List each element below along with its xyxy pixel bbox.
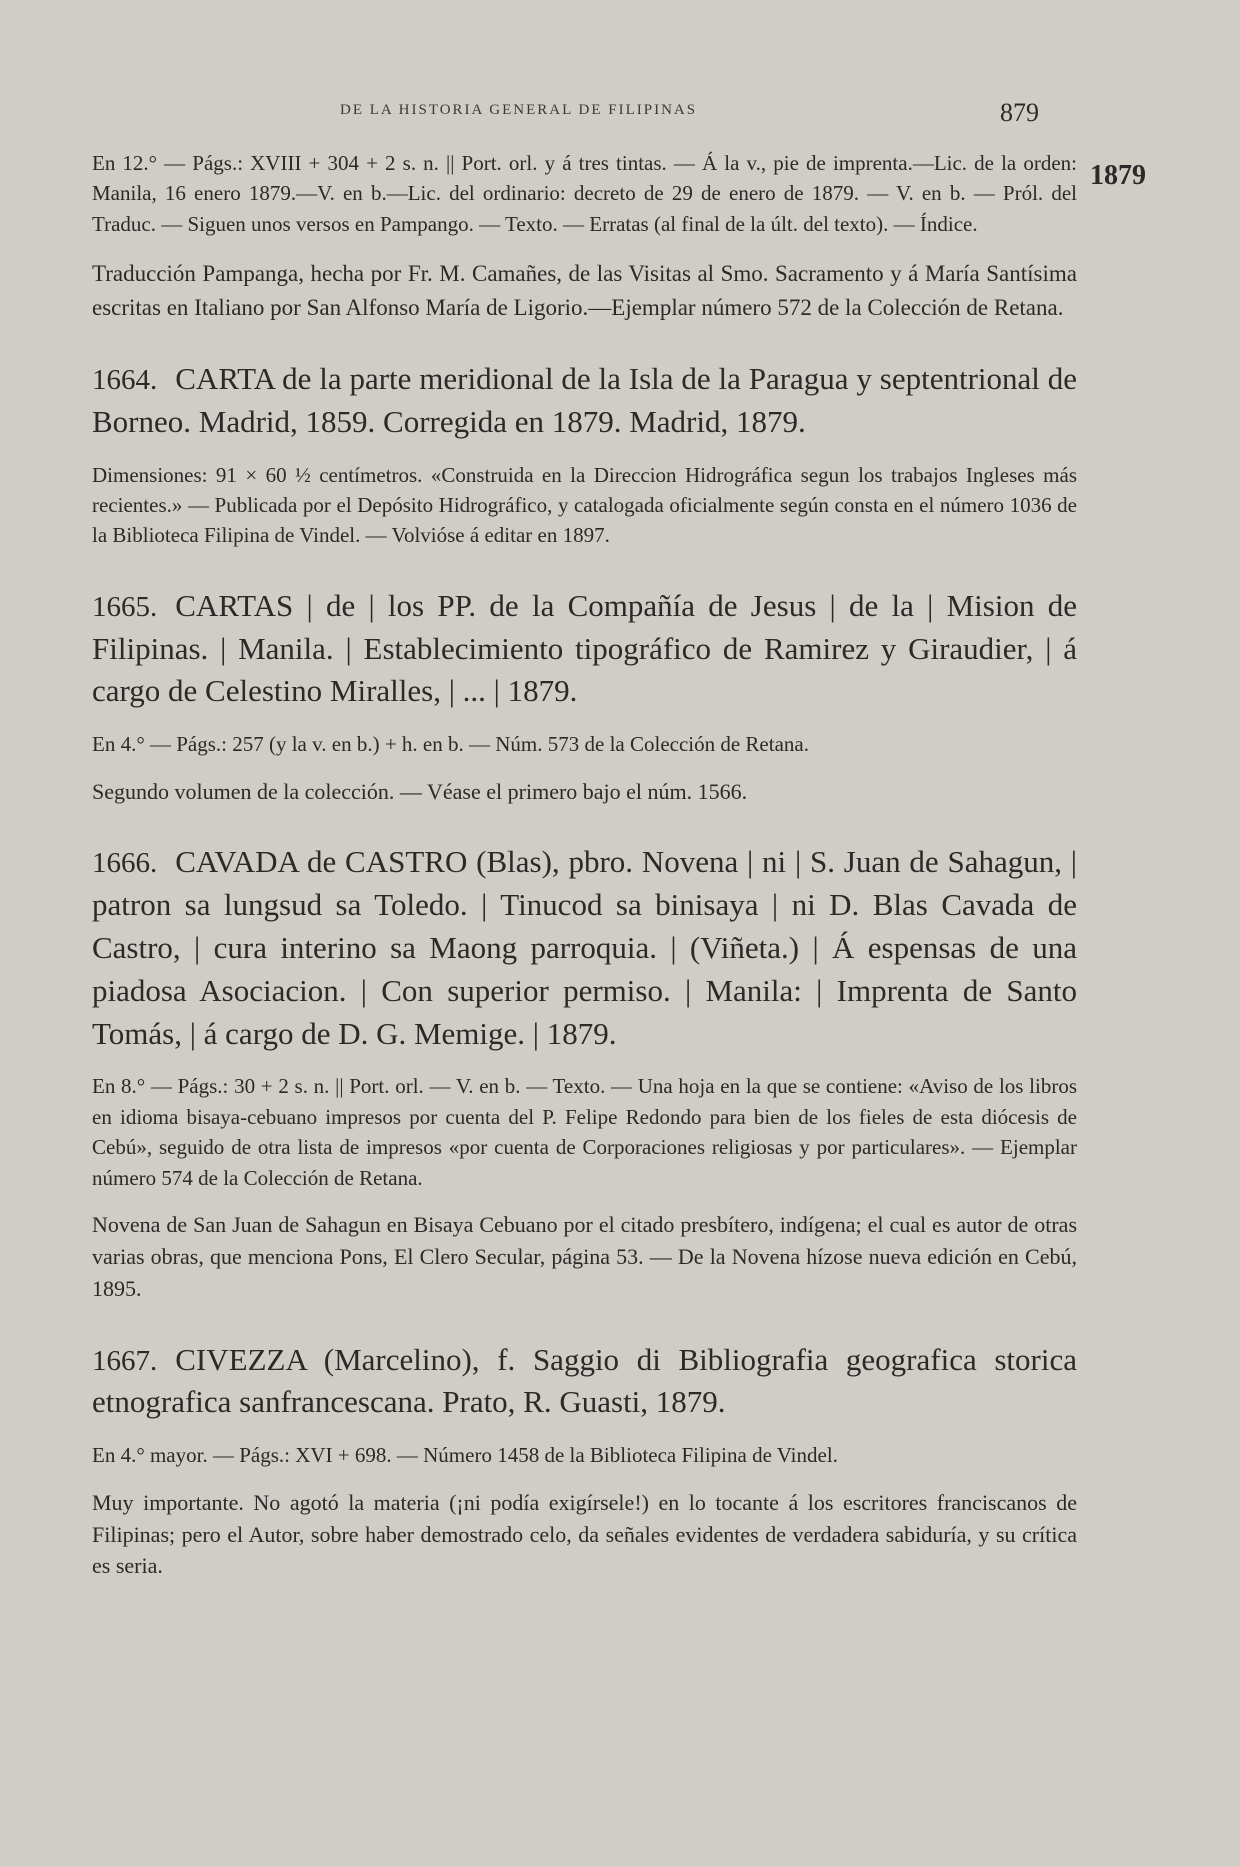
intro-note: En 12.° — Págs.: XVIII + 304 + 2 s. n. || Port. orl. y á tres tintas. — Á la v., pie de imprenta.—Lic. de la orden: Manila, 16 enero 1879.—V. en b.—Lic. del ordinario: decreto de 29 de enero de 1879. — V. en b. — Pról. del Traduc. — Siguen unos versos en Pampango. — Texto. — Erratas (al final de la últ. del texto). — Índice. — [92, 151, 1077, 236]
entry-1664 — [92, 358, 1077, 551]
entry-number: 1667. — [92, 1344, 158, 1377]
entry-note: Dimensiones: 91 × 60 ½ centímetros. «Construida en la Direccion Hidrográfica segun los trabajos Ingleses más recientes.» — Publicada por el Depósito Hidrográfico, y catalogada oficialmente según consta en el número 1036 de la Biblioteca Filipina de Vindel. — Volvióse á editar en 1897. — [92, 462, 1077, 548]
entry-heading — [92, 1339, 1077, 1425]
entry-comment: Segundo volumen de la colección. — Véase el primero bajo el núm. 1566. — [92, 778, 748, 804]
entry-1666 — [92, 841, 1077, 1304]
entry-title: CAVADA de CASTRO (Blas), pbro. Novena | ni | S. Juan de Sahagun, | patron sa lungsud sa Toledo. | Tinucod sa binisaya | ni D. Blas Cavada de Castro, | cura interino sa Maong parroquia. | (Viñeta.) | Á espensas de una piadosa Asociacion. | Con superior permiso. | Manila: | Imprenta de Santo Tomás, | á cargo de D. G. Memige. | 1879. — [92, 844, 1077, 1051]
entry-heading — [92, 358, 1077, 444]
entry-number: 1666. — [92, 847, 158, 880]
entry-1667 — [92, 1339, 1077, 1583]
entry-1665 — [92, 585, 1077, 808]
intro-comment: Traducción Pampanga, hecha por Fr. M. Camañes, de las Visitas al Smo. Sacramento y á María Santísima escritas en Italiano por San Alfonso María de Ligorio.—Ejemplar número 572 de la Colección de Retana. — [92, 261, 1077, 320]
entry-heading — [92, 841, 1077, 1055]
entry-title: CIVEZZA (Marcelino), f. Saggio di Bibliografia geografica storica etnografica sanfrancescana. Prato, R. Guasti, 1879. — [92, 1341, 1077, 1420]
margin-year: 1879 — [1090, 160, 1146, 191]
entry-comment: Novena de San Juan de Sahagun en Bisaya Cebuano por el citado presbítero, indígena; el cual es autor de otras varias obras, que menciona Pons, El Clero Secular, página 53. — De la Novena hízose nueva edición en Cebú, 1895. — [92, 1212, 1077, 1301]
entry-title: CARTAS | de | los PP. de la Compañía de Jesus | de la | Mision de Filipinas. | Manila. | Establecimiento tipográfico de Ramirez y Giraudier, | á cargo de Celestino Miralles, | ... | 1879. — [92, 587, 1077, 709]
entry-comment: Muy importante. No agotó la materia (¡ni podía exigírsele!) en lo tocante á los escritores franciscanos de Filipinas; pero el Autor, sobre haber demostrado celo, da señales evidentes de verdadera sabiduría, y su crítica es seria. — [92, 1489, 1077, 1579]
entry-number: 1664. — [92, 364, 158, 396]
page-number: 879 — [1000, 98, 1039, 127]
entry-number: 1665. — [92, 590, 158, 623]
body-text — [92, 148, 1077, 1582]
entry-title: CARTA de la parte meridional de la Isla de la Paragua y septentrional de Borneo. Madrid, 1859. Corregida en 1879. Madrid, 1879. — [92, 361, 1077, 439]
entry-heading — [92, 585, 1077, 713]
running-title: DE LA HISTORIA GENERAL DE FILIPINAS — [340, 102, 698, 118]
entry-note: En 4.° — Págs.: 257 (y la v. en b.) + h. en b. — Núm. 573 de la Colección de Retana. — [92, 732, 809, 757]
entry-note: En 8.° — Págs.: 30 + 2 s. n. || Port. orl. — V. en b. — Texto. — Una hoja en la que se contiene: «Aviso de los libros en idioma bisaya-cebuano impresos por cuenta del P. Felipe Redondo para bien de los fieles de esta diócesis de Cebú», seguido de otra lista de impresos «por cuenta de Corporaciones religiosas y por particulares». — Ejemplar número 574 de la Colección de Retana. — [92, 1074, 1077, 1190]
entry-note: En 4.° mayor. — Págs.: XVI + 698. — Número 1458 de la Biblioteca Filipina de Vindel. — [92, 1443, 838, 1468]
